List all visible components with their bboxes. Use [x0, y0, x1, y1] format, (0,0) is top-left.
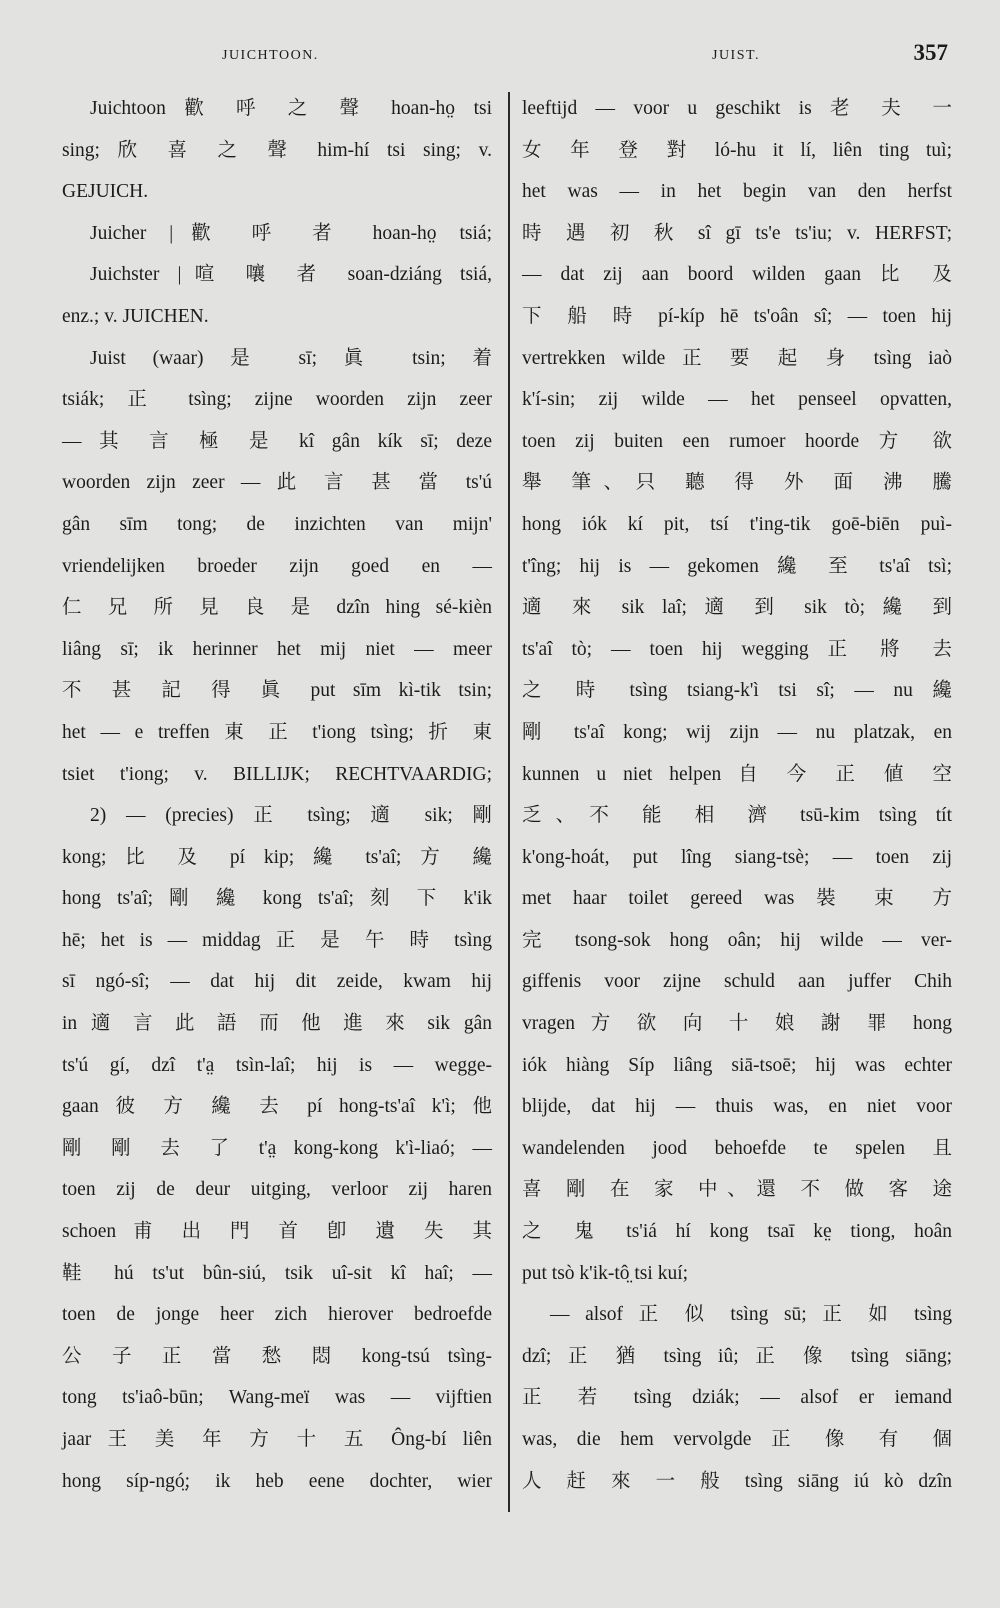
text-line: 舉 筆、只 聽 得 外 面 沸 騰: [522, 472, 952, 494]
text-line: 鞋 hú ts'ut bûn-siú, tsik uî-sit kî haî; —: [62, 1262, 492, 1284]
text-line: hong síp-ngó̤; ik heb eene dochter, wier: [62, 1470, 492, 1492]
text-line: 喜 剛 在 家 中、還 不 做 客 途: [522, 1179, 952, 1201]
text-line: vragen 方 欲 向 十 娘 謝 罪 hong: [522, 1013, 952, 1035]
text-line: 公 子 正 當 愁 悶 kong-tsú tsìng-: [62, 1345, 492, 1367]
text-line: dzî; 正 猶 tsìng iû; 正 像 tsìng siāng;: [522, 1345, 952, 1367]
text-line: 下 船 時 pí-kíp hē ts'oân sî; — toen hij: [522, 305, 952, 327]
text-line: 剛 ts'aî kong; wij zijn — nu platzak, en: [522, 721, 952, 743]
right-column: [522, 88, 952, 1502]
text-line: toen zij buiten een rumoer hoorde 方 欲: [522, 430, 952, 452]
text-line: — alsof 正 似 tsìng sū; 正 如 tsìng: [550, 1304, 952, 1326]
text-line: wandelenden jood behoefde te spelen 且: [522, 1137, 952, 1159]
text-line: t'îng; hij is — gekomen 纔 至 ts'aî tsì;: [522, 555, 952, 577]
text-line: put tsò k'ik-tô̤ tsi kuí;: [522, 1262, 689, 1284]
text-line: toen de jonge heer zich hierover bedroefde: [62, 1304, 492, 1326]
text-line: vriendelijken broeder zijn goed en —: [62, 555, 492, 577]
text-line: giffenis voor zijne schuld aan juffer Chih: [522, 971, 952, 993]
text-line: 之 時 tsìng tsiang-k'ì tsi sî; — nu 纔: [522, 680, 952, 702]
text-line: 正 若 tsìng dziák; — alsof er iemand: [522, 1387, 952, 1409]
text-line: gaan 彼 方 纔 去 pí hong-ts'aî k'ì; 他: [62, 1096, 492, 1118]
page-header: [0, 40, 1000, 80]
text-line: — dat zij aan boord wilden gaan 比 及: [522, 264, 952, 286]
text-line: 女 年 登 對 ló-hu it lí, liên ting tuì;: [522, 139, 952, 161]
text-line: 仁 兄 所 見 良 是 dzîn hing sé-kièn: [62, 597, 492, 619]
text-line: vertrekken wilde 正 要 起 身 tsìng iaò: [522, 347, 952, 369]
text-line: jaar 王 美 年 方 十 五 Ông-bí liên: [62, 1429, 492, 1450]
text-line: enz.; v. JUICHEN.: [62, 305, 209, 327]
text-line: woorden zijn zeer — 此 言 甚 當 ts'ú: [62, 472, 492, 494]
text-line: hong iók kí pit, tsí t'ing-tik goē-biēn puì-: [522, 513, 952, 535]
text-line: 適 來 sik laî; 適 到 sik tò; 纔 到: [522, 597, 952, 619]
text-line: in 適 言 此 語 而 他 進 來 sik gân: [62, 1013, 492, 1035]
text-line: — 其 言 極 是 kî gân kík sī; deze: [62, 430, 492, 452]
text-line: 完 tsong-sok hong oân; hij wilde — ver-: [522, 929, 952, 951]
text-line: het — e treffen 東 正 t'iong tsìng; 折 東: [62, 721, 492, 743]
text-line: sing; 欣 喜 之 聲 him-hí tsi sing; v.: [62, 139, 492, 161]
text-line: hē; het is — middag 正 是 午 時 tsìng: [62, 929, 492, 951]
text-line: liâng sī; ik herinner het mij niet — meer: [62, 638, 492, 660]
text-line: kunnen u niet helpen 自 今 正 値 空: [522, 763, 952, 785]
text-line: schoen 甫 出 門 首 卽 遺 失 其: [62, 1221, 492, 1243]
text-line: Juicher |歡 呼 者 hoan-ho̤ tsiá;: [90, 222, 492, 244]
text-line: het was — in het begin van den herfst: [522, 181, 952, 203]
page-number: 357: [913, 40, 948, 65]
text-line: ts'ú gí, dzî t'a̤ tsìn-laî; hij is — wegge-: [62, 1054, 492, 1076]
header-left-guideword: JUICHTOON.: [222, 48, 319, 63]
text-line: 2) — (precies) 正 tsìng; 適 sik; 剛: [90, 805, 492, 827]
text-line: tong ts'iaô-būn; Wang-meï was — vijftien: [62, 1387, 492, 1409]
text-line: 之 鬼 ts'iá hí kong tsaī ke̤ tiong, hoân: [522, 1221, 952, 1243]
text-line: sī ngó-sî; — dat hij dit zeide, kwam hij: [62, 971, 492, 993]
text-line: ts'aî tò; — toen hij wegging 正 將 去: [522, 638, 952, 660]
text-line: 乏、不 能 相 濟 tsū-kim tsìng tít: [522, 805, 952, 827]
text-line: 人 赶 來 一 般 tsìng siāng iú kò dzîn: [522, 1470, 952, 1492]
text-line: leeftijd — voor u geschikt is 老 夫 一: [522, 98, 952, 119]
text-line: tsiet t'iong; v. BILLIJK; RECHTVAARDIG;: [62, 763, 492, 785]
text-line: Juichtoon 歡 呼 之 聲 hoan-ho̤ tsi: [90, 98, 492, 119]
header-right-guideword: JUIST.: [712, 48, 761, 63]
text-line: k'í-sin; zij wilde — het penseel opvatten,: [522, 389, 952, 411]
text-line: was, die hem vervolgde 正 像 有 個: [522, 1429, 952, 1450]
text-line: gân sīm tong; de inzichten van mijn': [62, 513, 492, 535]
text-line: k'ong-hoát, put lîng siang-tsè; — toen zij: [522, 846, 952, 868]
text-line: Juichster |喧 嚷 者 soan-dziáng tsiá,: [90, 264, 492, 286]
text-line: met haar toilet gereed was 裝 束 方: [522, 888, 952, 910]
text-line: iók hiàng Síp liâng siā-tsoē; hij was echter: [522, 1054, 952, 1076]
text-line: hong ts'aî; 剛 纔 kong ts'aî; 刻 下 k'ik: [62, 888, 492, 910]
left-column: [62, 88, 492, 1502]
text-line: Juist (waar) 是 sī; 眞 tsin; 着: [90, 347, 492, 369]
text-line: kong; 比 及 pí kip; 纔 ts'aî; 方 纔: [62, 846, 492, 868]
text-line: 時 遇 初 秋 sî gī ts'e ts'iu; v. HERFST;: [522, 222, 952, 244]
text-line: blijde, dat hij — thuis was, en niet voor: [522, 1096, 952, 1118]
text-line: 不 甚 記 得 眞 put sīm kì-tik tsin;: [62, 680, 492, 702]
column-divider: [508, 92, 510, 1512]
text-line: GEJUICH.: [62, 181, 149, 203]
text-line: toen zij de deur uitging, verloor zij haren: [62, 1179, 492, 1201]
text-line: 剛 剛 去 了 t'a̤ kong-kong k'ì-liaó; —: [62, 1137, 492, 1159]
text-line: tsiák; 正 tsìng; zijne woorden zijn zeer: [62, 389, 492, 411]
